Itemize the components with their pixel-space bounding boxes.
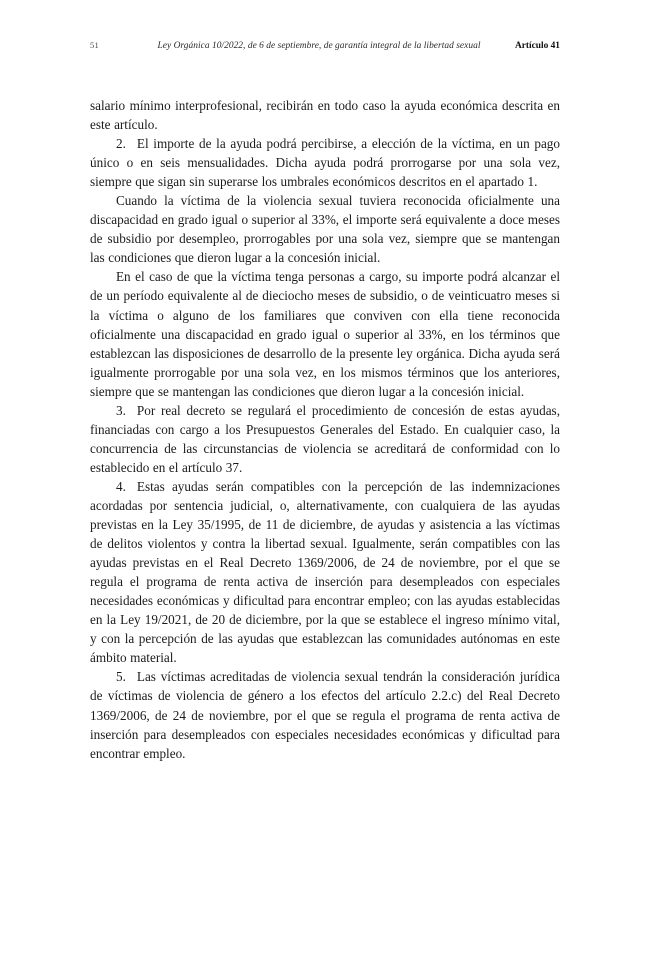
para-continuation xyxy=(90,96,560,134)
para-item-2 xyxy=(90,134,560,191)
paragraph-text: Las víctimas acreditadas de violencia sexual tendrán la consideración jurídica de víctimas de violencia de género a los efectos del artículo 2.2.c) del Real Decreto 1369/2006, de 24 de noviembre, por el que se regula el programa de renta activa de inserción para desempleados con especiales necesidades económicas y dificultad para encontrar empleo. xyxy=(90,669,560,761)
paragraph-text: El importe de la ayuda podrá percibirse, a elección de la víctima, en un pago único o en seis mensualidades. Dicha ayuda podrá prorrogarse por una sola vez, siempre que sigan sin superarse los umbrales económicos descritos en el apartado 1. xyxy=(90,136,560,190)
paragraph-text: Por real decreto se regulará el procedimiento de concesión de estas ayudas, financiadas con cargo a los Presupuestos Generales del Estado. En cualquier caso, la concurrencia de las circunstancias de violencia se acreditará de conformidad con lo establecido en el artículo 37. xyxy=(90,402,560,475)
paragraph-number: 2. xyxy=(116,136,126,152)
para-item-4 xyxy=(90,477,560,667)
running-head xyxy=(90,40,560,56)
article-label: Artículo 41 xyxy=(514,41,560,51)
body-text xyxy=(90,96,560,763)
paragraph-text: Estas ayudas serán compatibles con la percepción de las indemnizaciones acordadas por sentencia judicial, o, alternativamente, con cualquiera de las ayudas previstas en la Ley 35/1995, de 11 de diciembre, de ayudas y asistencia a las víctimas de delitos violentos y contra la libertad sexual. Igualmente, serán compatibles con las ayudas previstas en el Real Decreto 1369/2006, de 24 de noviembre, por el que se regula el programa de renta activa de inserción para desempleados con especiales necesidades económicas y dificultad para encontrar empleo; con las ayudas establecidas en la Ley 19/2021, de 20 de diciembre, por la que se establece el ingreso mínimo vital, y con la percepción de las ayudas que establezcan las comunidades autónomas en este ámbito material. xyxy=(90,478,560,666)
document-title: Ley Orgánica 10/2022, de 6 de septiembre, de garantía integral de la libertad sexual xyxy=(157,41,481,51)
paragraph-number: 3. xyxy=(116,402,126,418)
para-personas-a-cargo xyxy=(90,267,560,400)
para-item-5 xyxy=(90,667,560,762)
para-item-3 xyxy=(90,401,560,477)
paragraph-number: 5. xyxy=(116,669,126,685)
paragraph-text: salario mínimo interprofesional, recibirán en todo caso la ayuda económica descrita en este artículo. xyxy=(90,98,560,133)
para-discapacidad-33 xyxy=(90,191,560,267)
page-number: 51 xyxy=(90,40,99,50)
paragraph-number: 4. xyxy=(116,478,126,494)
paragraph-text: Cuando la víctima de la violencia sexual tuviera reconocida oficialmente una discapacidad en grado igual o superior al 33%, el importe será equivalente a doce meses de subsidio por desempleo, prorrogables por una sola vez, siempre que se mantengan las condiciones que dieron lugar a la concesión inicial. xyxy=(90,193,560,266)
paragraph-text: En el caso de que la víctima tenga personas a cargo, su importe podrá alcanzar el de un período equivalente al de dieciocho meses de subsidio, o de veinticuatro meses si la víctima o alguno de los familiares que conviven con ella tiene reconocida oficialmente una discapacidad en grado igual o superior al 33%, en los términos que establezcan las disposiciones de desarrollo de la presente ley orgánica. Dicha ayuda será igualmente prorrogable por una sola vez, en los mismos términos que los anteriores, siempre que se mantengan las condiciones que dieron lugar a la concesión inicial. xyxy=(90,269,560,399)
